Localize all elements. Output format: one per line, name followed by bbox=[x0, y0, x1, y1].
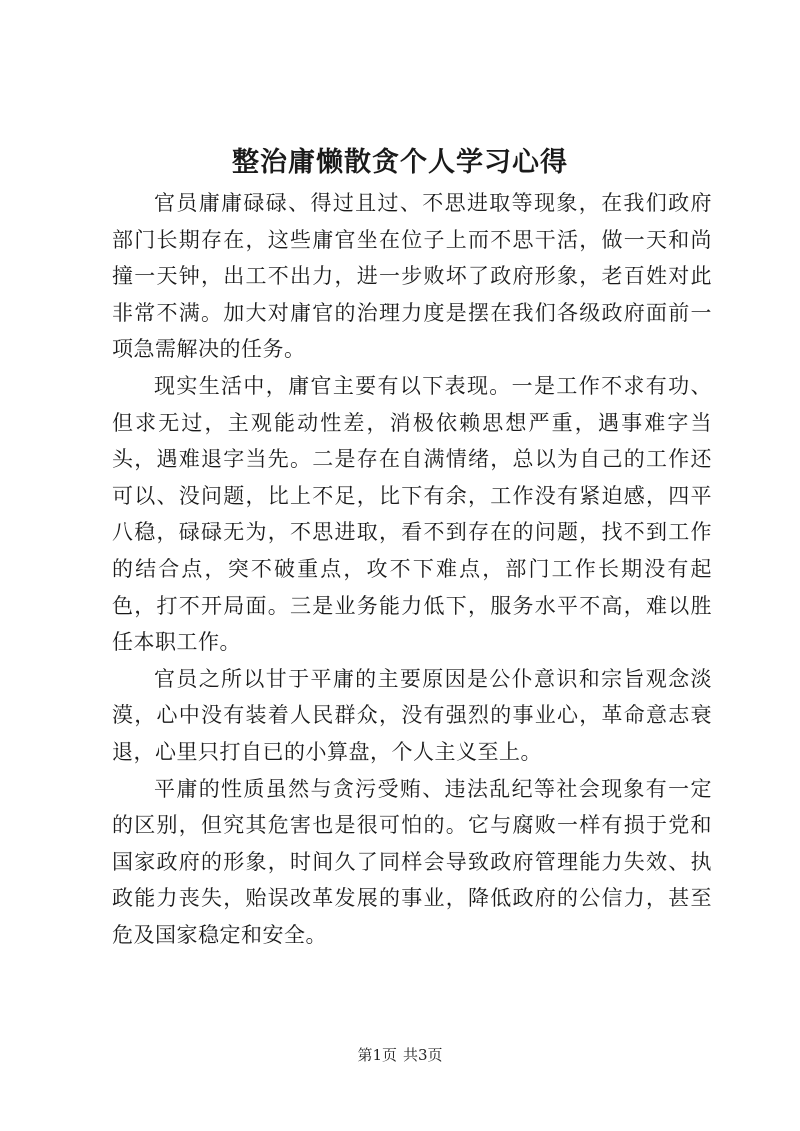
paragraph-4: 平庸的性质虽然与贪污受贿、违法乱纪等社会现象有一定的区别，但究其危害也是很可怕的。它与腐败一样有损于党和国家政府的形象，时间久了同样会导致政府管理能力失效、执政能力丧失，贻误改革发展的事业，降低政府的公信力，甚至危及国家稳定和安全。 bbox=[112, 776, 712, 947]
page-footer bbox=[0, 1045, 800, 1065]
paragraph-2: 现实生活中，庸官主要有以下表现。一是工作不求有功、但求无过，主观能动性差，消极依赖思想严重，遇事难字当头，遇难退字当先。二是存在自满情绪，总以为自己的工作还可以、没问题，比上不足，比下有余，工作没有紧迫感，四平八稳，碌碌无为，不思进取，看不到存在的问题，找不到工作的结合点，突不破重点，攻不下难点，部门工作长期没有起色，打不开局面。三是业务能力低下，服务水平不高，难以胜任本职工作。 bbox=[112, 373, 712, 655]
document-body bbox=[112, 185, 712, 953]
paragraph-1: 官员庸庸碌碌、得过且过、不思进取等现象，在我们政府部门长期存在，这些庸官坐在位子上而不思干活，做一天和尚撞一天钟，出工不出力，进一步败坏了政府形象，老百姓对此非常不满。加大对庸官的治理力度是摆在我们各级政府面前一项急需解决的任务。 bbox=[112, 191, 712, 362]
page-total: 共3页 bbox=[403, 1046, 443, 1064]
page-number: 第1页 bbox=[357, 1046, 397, 1064]
paragraph-3: 官员之所以甘于平庸的主要原因是公仆意识和宗旨观念淡漠，心中没有装着人民群众，没有强烈的事业心，革命意志衰退，心里只打自已的小算盘，个人主义至上。 bbox=[112, 666, 712, 764]
document-title: 整治庸懒散贪个人学习心得 bbox=[232, 147, 568, 178]
